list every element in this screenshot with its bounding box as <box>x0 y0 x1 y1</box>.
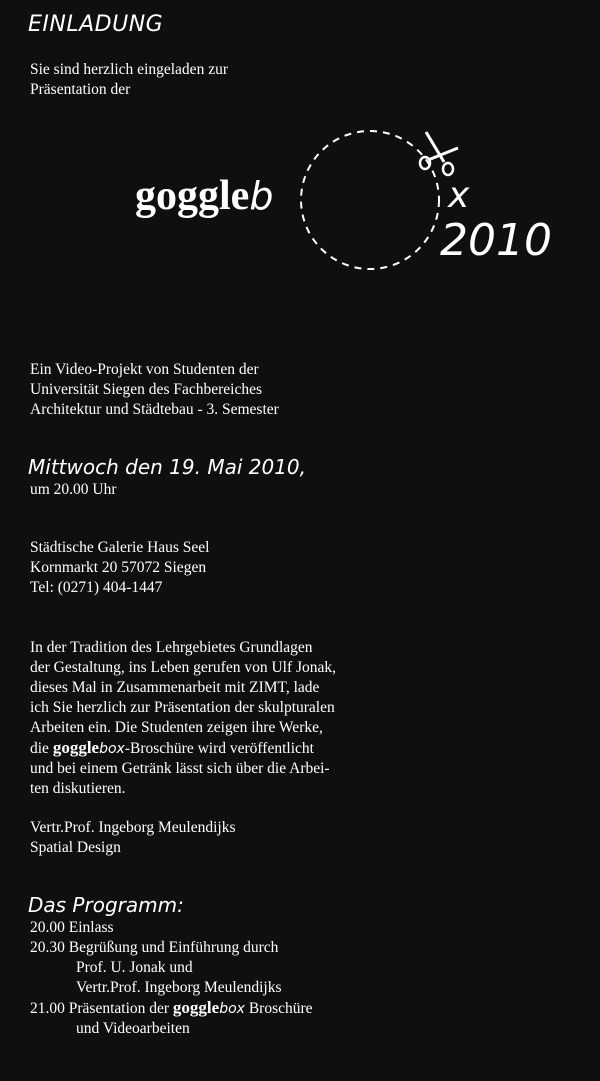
program-subitem: und Videoarbeiten <box>76 1020 190 1037</box>
project-line: Universität Siegen des Fachbereiches <box>30 381 262 398</box>
description-line: und bei einem Getränk lässt sich über die Arbei- <box>30 760 330 777</box>
program-brand-italic: box <box>219 1001 245 1017</box>
description-line: dieses Mal in Zusammenarbeit mit ZIMT, lade <box>30 679 320 696</box>
signature <box>30 818 236 858</box>
brand-italic: box <box>99 741 125 757</box>
description-line: der Gestaltung, ins Leben gerufen von Ulf Jonak, <box>30 659 337 676</box>
gogglebox-logo <box>0 120 600 280</box>
intro-line-2: Präsentation der <box>30 81 131 98</box>
intro-text <box>30 60 228 100</box>
venue-info <box>30 538 209 598</box>
signature-department: Spatial Design <box>30 839 121 856</box>
program-subitem: Vertr.Prof. Ingeborg Meulendijks <box>76 979 282 996</box>
program-item3-prefix: 21.00 Präsentation der <box>30 1000 173 1017</box>
project-info <box>30 360 279 420</box>
program-item: 20.00 Einlass <box>30 919 114 936</box>
description-prefix: die <box>30 740 53 757</box>
description-line-brand <box>30 738 336 759</box>
program-item-brand <box>30 998 313 1019</box>
brand-bold: goggle <box>52 738 100 757</box>
logo-year: 2010 <box>440 215 552 266</box>
logo-word-bold: goggle <box>135 173 250 219</box>
intro-line-1: Sie sind herzlich eingeladen zur <box>30 61 228 78</box>
description-paragraph <box>30 638 336 799</box>
date-time: um 20.00 Uhr <box>30 481 117 498</box>
description-line: ich Sie herzlich zur Präsentation der skulpturalen <box>30 699 335 716</box>
venue-phone: Tel: (0271) 404-1447 <box>30 579 163 596</box>
project-line: Ein Video-Projekt von Studenten der <box>30 361 259 378</box>
signature-name: Vertr.Prof. Ingeborg Meulendijks <box>30 819 236 836</box>
logo-word-italic: b <box>249 174 274 218</box>
program-list <box>30 918 313 1039</box>
logo-x-letter: x <box>448 175 470 216</box>
venue-address: Kornmarkt 20 57072 Siegen <box>30 559 207 576</box>
program-item: 20.30 Begrüßung und Einführung durch <box>30 939 279 956</box>
description-suffix: -Broschüre wird veröffentlicht <box>124 740 314 757</box>
date-heading: Mittwoch den 19. Mai 2010, <box>28 455 306 479</box>
description-line: In der Tradition des Lehrgebietes Grundlagen <box>30 639 313 656</box>
program-brand-bold: goggle <box>172 998 220 1017</box>
description-line: Arbeiten ein. Die Studenten zeigen ihre Werke, <box>30 719 323 736</box>
invitation-title: EINLADUNG <box>28 12 164 37</box>
project-line: Architektur und Städtebau - 3. Semester <box>30 401 279 418</box>
program-subitem: Prof. U. Jonak und <box>76 959 193 976</box>
logo-wordmark <box>135 172 273 220</box>
description-line: ten diskutieren. <box>30 780 126 797</box>
program-item3-suffix: Broschüre <box>244 1000 313 1017</box>
scissors-icon <box>418 128 462 178</box>
program-heading: Das Programm: <box>28 893 184 917</box>
venue-name: Städtische Galerie Haus Seel <box>30 539 210 556</box>
